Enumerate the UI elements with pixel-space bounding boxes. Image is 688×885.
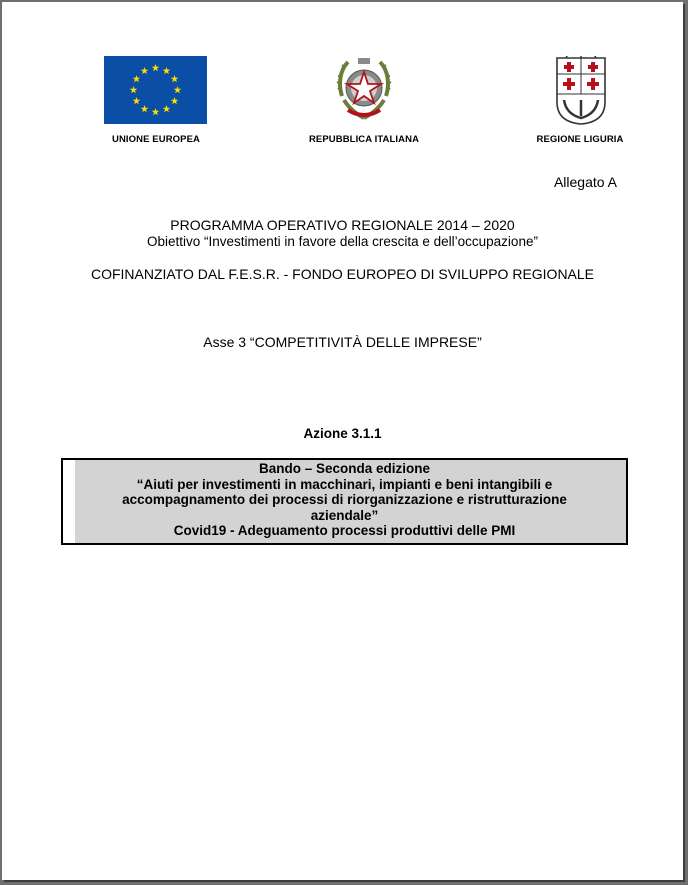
asse-line: Asse 3 “COMPETITIVITÀ DELLE IMPRESE”	[203, 334, 482, 350]
bando-text	[63, 461, 626, 539]
allegato-label: Allegato A	[553, 174, 617, 190]
azione-heading: Azione 3.1.1	[303, 426, 382, 441]
eu-flag-icon	[104, 56, 207, 124]
programma-title: PROGRAMMA OPERATIVO REGIONALE 2014 – 2020	[170, 217, 515, 233]
bando-line-3: accompagnamento dei processi di riorganizzazione e ristrutturazione	[122, 492, 567, 507]
liguria-shield-icon	[554, 56, 608, 126]
bando-line-4: aziendale”	[310, 507, 379, 523]
bando-box	[61, 458, 628, 545]
italian-emblem-icon	[336, 56, 392, 124]
obiettivo-line: Obiettivo “Investimenti in favore della crescita e dell’occupazione”	[147, 234, 538, 249]
document-page	[2, 2, 683, 880]
liguria-caption: REGIONE LIGURIA	[536, 134, 624, 145]
italia-caption: REPUBBLICA ITALIANA	[308, 134, 420, 145]
eu-caption: UNIONE EUROPEA	[112, 134, 200, 145]
cofinanziato-line: COFINANZIATO DAL F.E.S.R. - FONDO EUROPEO DI SVILUPPO REGIONALE	[90, 266, 595, 282]
bando-line-1: Bando – Seconda edizione	[258, 461, 431, 476]
bando-line-2: “Aiuti per investimenti in macchinari, impianti e beni intangibili e	[136, 476, 553, 492]
bando-line-5: Covid19 - Adeguamento processi produttivi delle PMI	[173, 523, 516, 538]
